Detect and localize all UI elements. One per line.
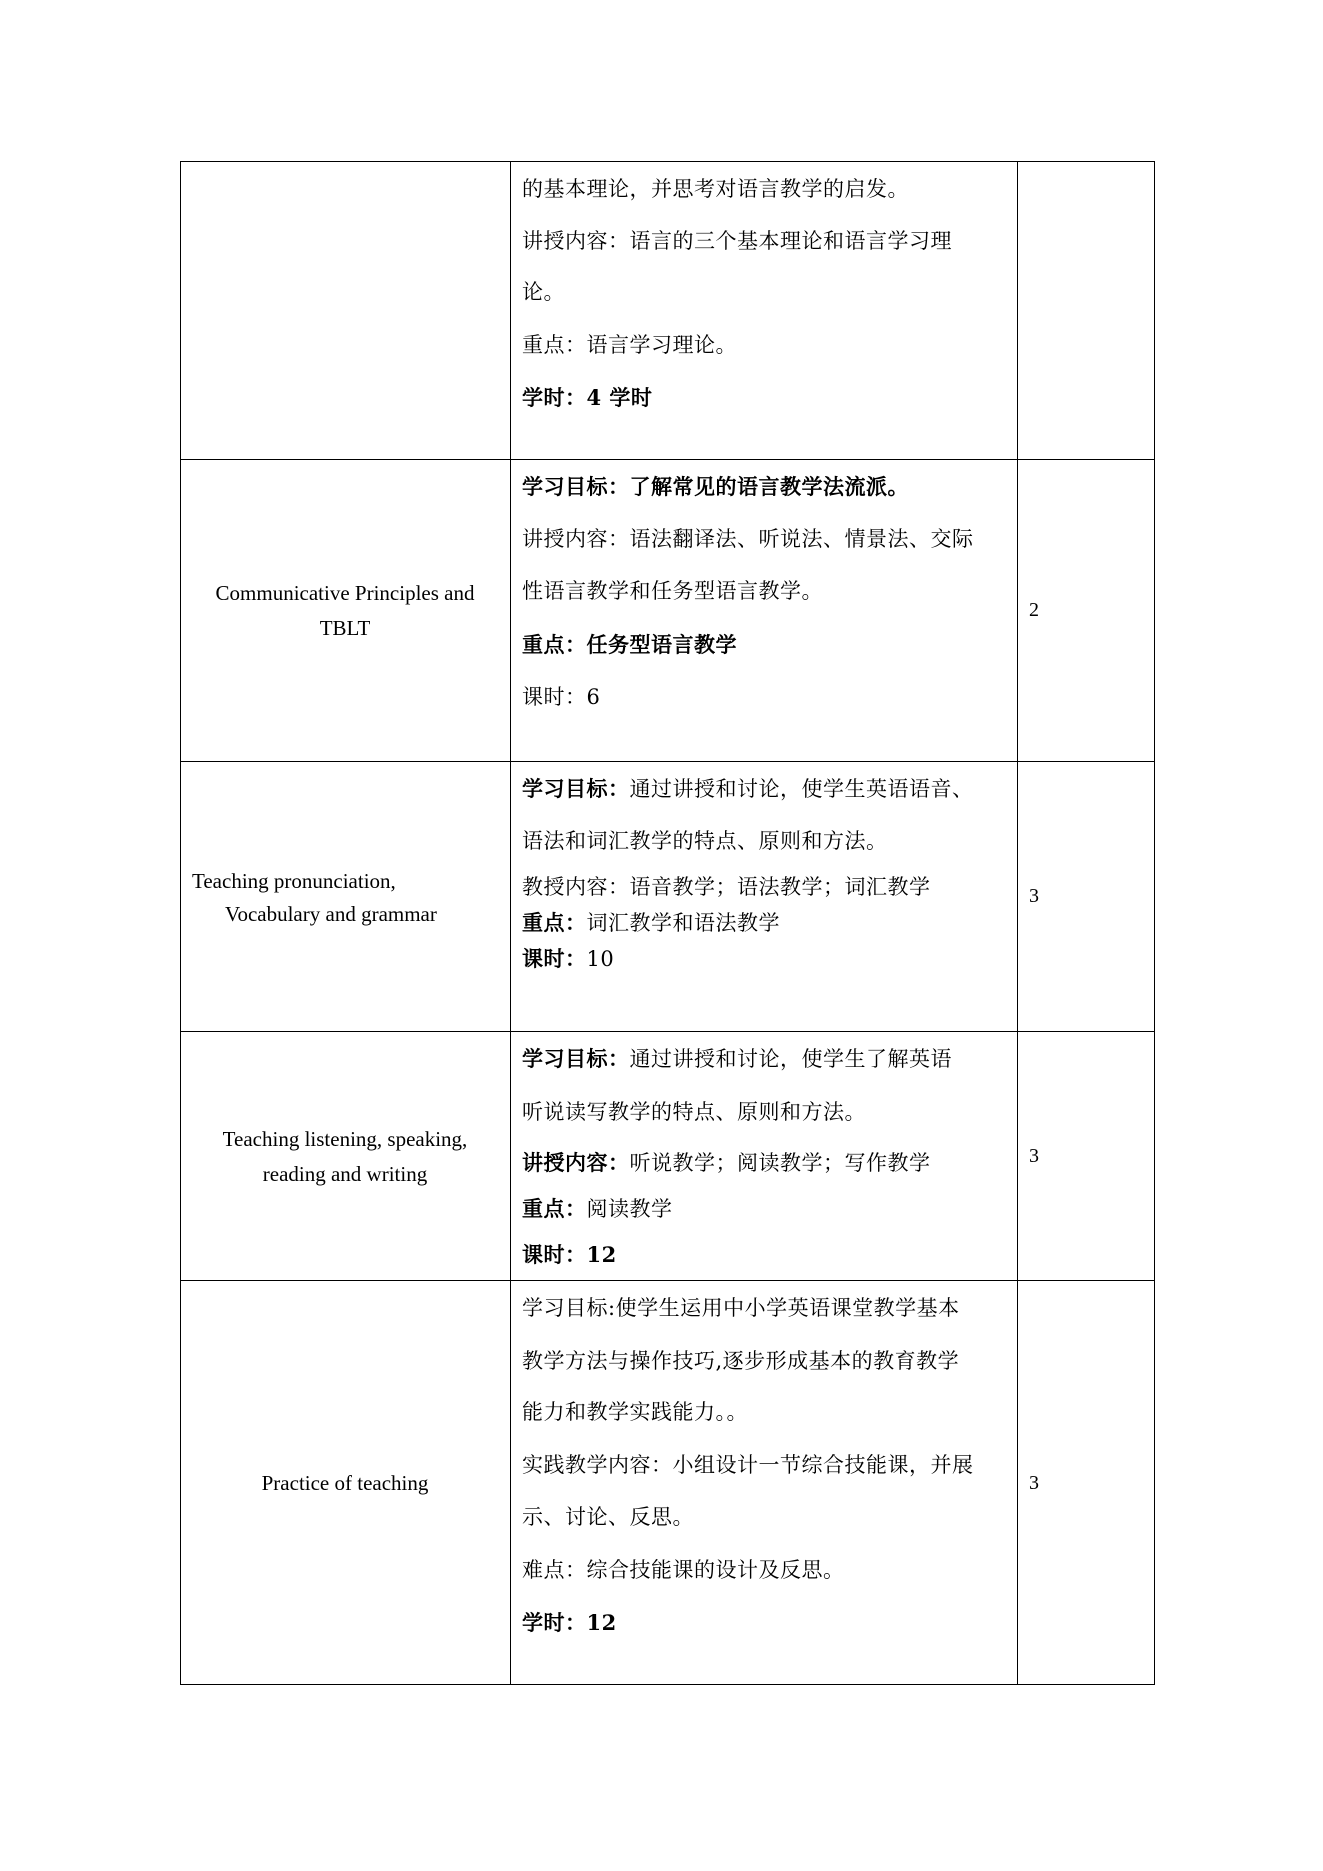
line-text: 性语言教学和任务型语言教学。	[522, 579, 823, 603]
cell-text-line	[522, 228, 952, 254]
bold-label: 学习目标：了解常见的语言教学法流派。	[522, 474, 909, 499]
column-divider	[1017, 161, 1018, 1685]
line-text: 示、讨论、反思。	[522, 1505, 694, 1529]
cell-text-line	[522, 684, 600, 710]
cell-text-line	[522, 176, 909, 202]
topic-title: Teaching listening, speaking,	[222, 1127, 468, 1151]
cell-text-line	[522, 332, 737, 358]
cell-text-line	[522, 828, 888, 854]
bold-label: 重点：	[522, 910, 587, 935]
line-text: 词汇教学和语法教学	[586, 911, 780, 935]
line-text: 的基本理论，并思考对语言教学的启发。	[522, 177, 909, 201]
line-text: 学习目标:使学生运用中小学英语课堂教学基本	[522, 1296, 960, 1320]
line-text: 语法和词汇教学的特点、原则和方法。	[522, 829, 888, 853]
line-text: 论。	[522, 280, 565, 304]
line-text: 实践教学内容：小组设计一节综合技能课，并展	[522, 1453, 974, 1477]
cell-text-line	[522, 1557, 845, 1583]
cell-text-line	[522, 578, 823, 604]
row-divider	[180, 1031, 1155, 1032]
line-text: 讲授内容：语言的三个基本理论和语言学习理	[522, 229, 952, 253]
line-text: 重点：语言学习理论。	[522, 333, 737, 357]
cell-text-line	[522, 874, 931, 900]
line-text: 教学方法与操作技巧,逐步形成基本的教育教学	[522, 1349, 960, 1373]
cell-text-line	[522, 1610, 617, 1636]
topic-title: Communicative Principles and	[215, 581, 475, 605]
line-text: 教授内容：语音教学；语法教学；词汇教学	[522, 875, 931, 899]
topic-title: Teaching pronunciation,	[192, 869, 396, 893]
cell-text-line	[522, 910, 780, 936]
cell-text-line	[522, 1399, 748, 1425]
cell-text-line	[522, 1242, 617, 1268]
bold-label: 学习目标：	[522, 776, 630, 801]
bold-label: 课时：	[522, 946, 587, 971]
cell-text-line	[522, 1348, 959, 1374]
topic-title: Vocabulary and grammar	[225, 902, 437, 926]
credit-value: 3	[1029, 885, 1039, 907]
topic-title: Practice of teaching	[261, 1471, 429, 1495]
cell-text-line	[522, 1099, 866, 1125]
cell-text-line	[522, 1452, 974, 1478]
line-text: 能力和教学实践能力。。	[522, 1400, 748, 1424]
credit-value: 3	[1029, 1472, 1039, 1494]
table-border	[180, 161, 181, 1685]
cell-text-line	[522, 1150, 931, 1176]
bold-label: 学习目标：	[522, 1046, 630, 1071]
row-divider	[180, 459, 1155, 460]
bold-label: 重点：任务型语言教学	[522, 632, 737, 657]
line-text: 10	[586, 947, 615, 971]
table-border	[180, 161, 1155, 162]
line-text: 难点：综合技能课的设计及反思。	[522, 1558, 845, 1582]
cell-text-line	[522, 1196, 673, 1222]
line-text: 课时：6	[522, 685, 601, 709]
cell-text-line	[522, 776, 974, 802]
topic-title: TBLT	[319, 616, 371, 640]
cell-text-line	[522, 279, 565, 305]
line-text: 讲授内容：语法翻译法、听说法、情景法、交际	[522, 527, 974, 551]
line-text: 听说教学；阅读教学；写作教学	[629, 1151, 931, 1175]
cell-text-line	[522, 474, 909, 500]
line-text: 听说读写教学的特点、原则和方法。	[522, 1100, 866, 1124]
bold-label: 学时：12	[522, 1610, 617, 1635]
cell-text-line	[522, 1295, 960, 1321]
row-divider	[180, 761, 1155, 762]
credit-value: 3	[1029, 1145, 1039, 1167]
topic-title: reading and writing	[262, 1162, 428, 1186]
column-divider	[510, 161, 511, 1685]
bold-label: 讲授内容：	[522, 1150, 630, 1175]
cell-text-line	[522, 526, 974, 552]
cell-text-line	[522, 1504, 694, 1530]
cell-text-line	[522, 1046, 952, 1072]
credit-value: 2	[1029, 599, 1039, 621]
table-border	[180, 1684, 1155, 1685]
cell-text-line	[522, 946, 614, 972]
cell-text-line	[522, 385, 652, 411]
table-border	[1154, 161, 1155, 1685]
line-text: 阅读教学	[586, 1197, 673, 1221]
cell-text-line	[522, 632, 737, 658]
bold-label: 学时：4 学时	[522, 385, 653, 410]
bold-label: 重点：	[522, 1196, 587, 1221]
row-divider	[180, 1280, 1155, 1281]
bold-label: 课时：12	[522, 1242, 617, 1267]
line-text: 通过讲授和讨论，使学生了解英语	[629, 1047, 952, 1071]
line-text: 通过讲授和讨论，使学生英语语音、	[629, 777, 974, 801]
